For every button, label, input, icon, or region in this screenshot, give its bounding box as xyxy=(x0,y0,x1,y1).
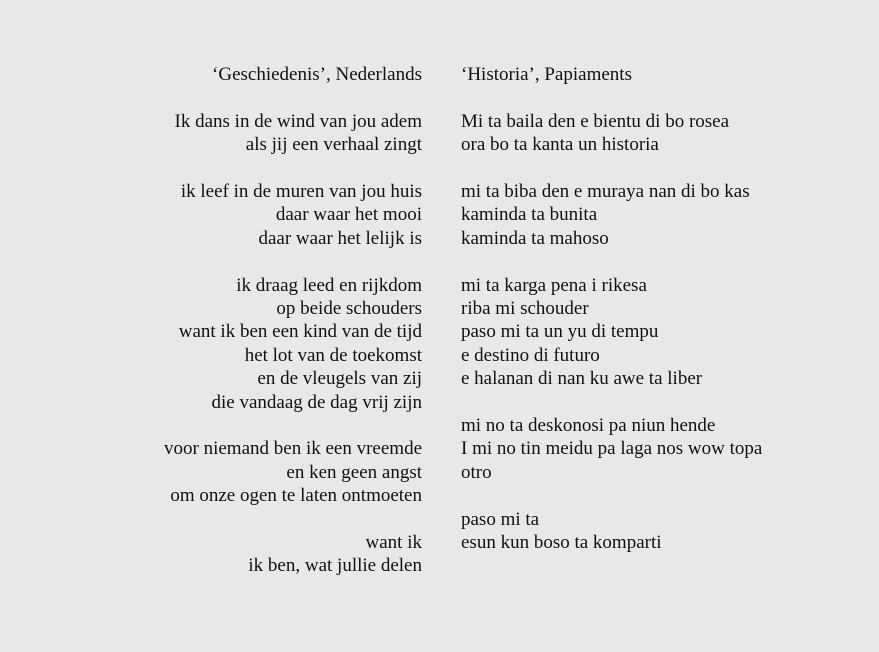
papiamento-stanza xyxy=(461,508,762,555)
dutch-stanza xyxy=(164,180,422,250)
poem-line: voor niemand ben ik een vreemde xyxy=(164,438,422,460)
poem-line: kaminda ta bunita xyxy=(461,204,598,226)
poem-line: paso mi ta xyxy=(461,508,540,530)
poem-line: e destino di futuro xyxy=(461,344,600,366)
poem-line: kaminda ta mahoso xyxy=(461,227,609,249)
poem-line: daar waar het lelijk is xyxy=(258,227,422,249)
poem-line: want ik ben een kind van de tijd xyxy=(178,321,422,343)
dutch-title: ‘Geschiedenis’, Nederlands xyxy=(212,64,422,85)
poem-line: en de vleugels van zij xyxy=(257,368,422,390)
poem-line: paso mi ta un yu di tempu xyxy=(461,321,659,343)
poem-line: om onze ogen te laten ontmoeten xyxy=(170,485,422,507)
poem-line: Ik dans in de wind van jou adem xyxy=(174,110,422,132)
poem-line: die vandaag de dag vrij zijn xyxy=(211,391,422,413)
poem-line: I mi no tin meidu pa laga nos wow topa xyxy=(461,438,763,460)
poem-line: esun kun boso ta komparti xyxy=(461,532,662,554)
papiamento-stanza xyxy=(461,414,762,484)
poem-line: want ik xyxy=(365,532,422,554)
poem-line: ora bo ta kanta un historia xyxy=(461,134,659,156)
poem-line: daar waar het mooi xyxy=(275,204,422,226)
papiamento-stanza xyxy=(461,274,762,391)
dutch-stanza xyxy=(164,437,422,507)
papiamento-title: ‘Historia’, Papiaments xyxy=(461,64,632,85)
dutch-column xyxy=(164,63,422,601)
poem-line: mi no ta deskonosi pa niun hende xyxy=(461,415,716,437)
poem-line: op beide schouders xyxy=(276,298,422,320)
poem-line: Mi ta baila den e bientu di bo rosea xyxy=(461,110,730,132)
poem-line: ik draag leed en rijkdom xyxy=(236,274,422,296)
dutch-stanza xyxy=(164,531,422,578)
poem-line: als jij een verhaal zingt xyxy=(245,134,422,156)
poem-line: otro xyxy=(461,461,492,483)
poem-line: ik leef in de muren van jou huis xyxy=(180,181,422,202)
papiamento-column xyxy=(461,63,762,578)
papiamento-stanza xyxy=(461,110,762,157)
poem-line: e halanan di nan ku awe ta liber xyxy=(461,368,703,390)
poem-line: mi ta karga pena i rikesa xyxy=(461,274,647,296)
poem-line: mi ta biba den e muraya nan di bo kas xyxy=(461,181,750,202)
dutch-stanza xyxy=(164,274,422,414)
poem-line: het lot van de toekomst xyxy=(244,344,422,366)
poem-line: en ken geen angst xyxy=(286,461,422,483)
poem-line: riba mi schouder xyxy=(461,298,589,320)
poem-line: ik ben, wat jullie delen xyxy=(248,555,422,577)
papiamento-stanza xyxy=(461,180,762,250)
dutch-stanza xyxy=(164,110,422,157)
